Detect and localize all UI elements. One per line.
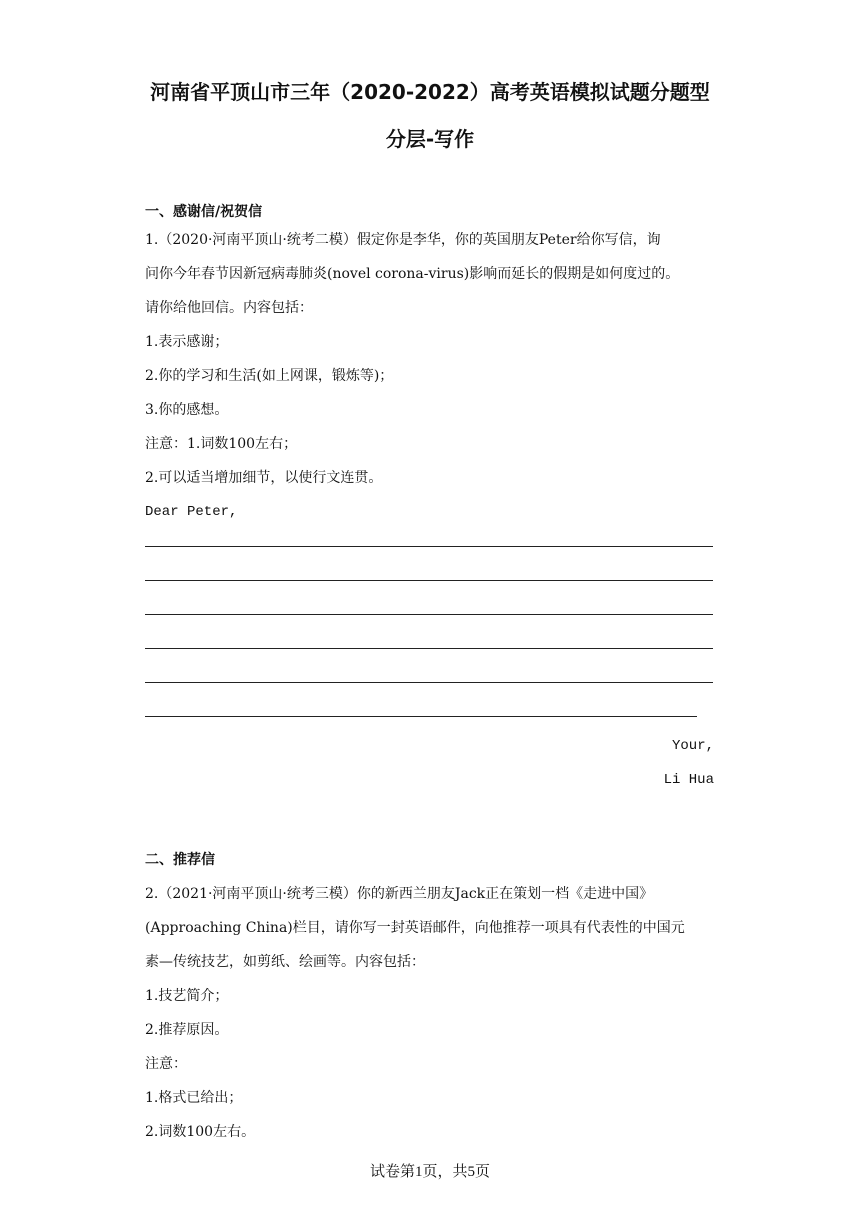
question-1-line-4: 1.表示感谢； [145,334,229,350]
writing-line[interactable] [145,580,713,581]
letter-signature: Li Hua [663,772,714,788]
section-2-heading: 二、推荐信 [145,852,215,868]
writing-line[interactable] [145,614,713,615]
document-title-line-2: 分层-写作 [385,127,475,151]
writing-line[interactable] [145,546,713,547]
question-2-line-8: 2.词数100左右。 [145,1124,256,1140]
question-2-line-3: 素—传统技艺，如剪纸、绘画等。内容包括： [145,954,425,970]
question-1-line-2: 问你今年春节因新冠病毒肺炎(novel corona-virus)影响而延长的假期是如何度过的。 [145,266,680,282]
question-2-line-6: 注意： [145,1056,187,1072]
question-1-line-1: 1.（2020·河南平顶山·统考二模）假定你是李华，你的英国朋友Peter给你写信，询 [145,232,661,248]
question-2-line-5: 2.推荐原因。 [145,1022,229,1038]
letter-salutation: Dear Peter, [145,504,238,520]
page-footer: 试卷第1页，共5页 [369,1164,490,1180]
question-1-line-5: 2.你的学习和生活(如上网课，锻炼等)； [145,368,394,384]
question-2-line-1: 2.（2021·河南平顶山·统考三模）你的新西兰朋友Jack正在策划一档《走进中国》 [145,886,654,902]
question-2-line-7: 1.格式已给出； [145,1090,243,1106]
letter-closing: Your, [671,738,714,754]
question-2-line-2: (Approaching China)栏目，请你写一封英语邮件，向他推荐一项具有代表性的中国元 [145,920,685,936]
question-1-line-8: 2.可以适当增加细节，以使行文连贯。 [145,470,383,486]
document-title-line-1: 河南省平顶山市三年（2020-2022）高考英语模拟试题分题型 [150,80,710,104]
question-2-line-4: 1.技艺简介； [145,988,229,1004]
question-1-line-3: 请你给他回信。内容包括： [145,300,313,316]
section-1-heading: 一、感谢信/祝贺信 [145,204,263,220]
question-1-line-6: 3.你的感想。 [145,402,229,418]
writing-line[interactable] [145,648,713,649]
writing-line[interactable] [145,682,713,683]
question-1-line-7: 注意：1.词数100左右； [145,436,298,452]
writing-line[interactable] [145,716,697,717]
